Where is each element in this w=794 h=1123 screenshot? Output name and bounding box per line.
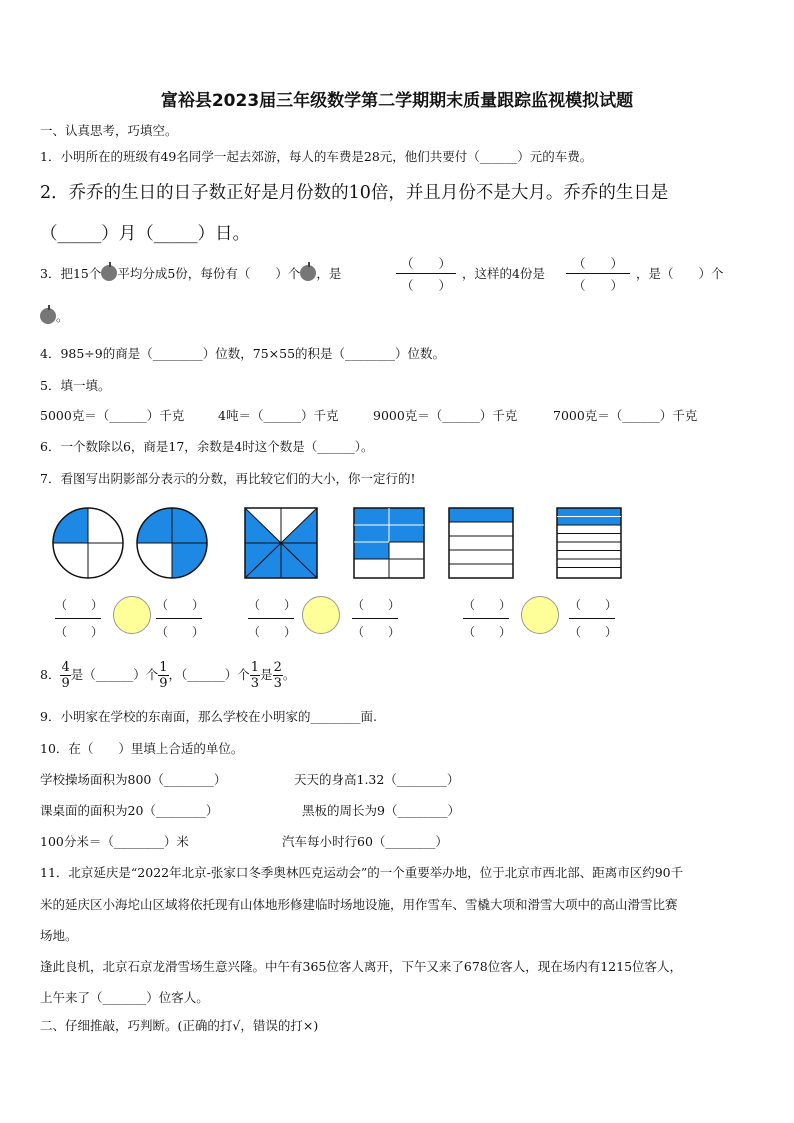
q8-text-4: 。 <box>282 667 296 682</box>
question-6: 6．一个数除以6，商是17，余数是4时这个数是（______）。 <box>40 439 374 454</box>
fraction-4-9: $\frac{4}{9}$ <box>61 660 70 691</box>
q5-item-1: 5000克＝（______）千克 <box>40 408 185 423</box>
fraction-1-3: $\frac{1}{3}$ <box>250 660 260 691</box>
stripe-figure-2 <box>557 508 621 578</box>
compare-circle-3[interactable] <box>521 596 559 634</box>
q8-text-3: 是 <box>260 667 273 682</box>
question-11-line-4: 逢此良机，北京石京龙滑雪场生意兴隆。中午有365位客人离开，下午又来了678位客人，现在场内有1215位客人， <box>40 959 683 974</box>
q10-item-3: 课桌面的面积为20（________） <box>40 803 219 818</box>
question-11-line-2: 米的延庆区小海坨山区域将依托现有山体地形修建临时场地设施，用作雪车、雪橇大项和滑雪大项中的高山滑雪比赛 <box>40 897 678 912</box>
q3-fraction-2 <box>564 254 632 294</box>
q3-fraction-1-den: （ ） <box>400 278 451 293</box>
q10-item-2: 天天的身高1.32（________） <box>294 772 460 787</box>
q10-item-6: 汽车每小时行60（________） <box>282 834 448 849</box>
page-title: 富裕县2023届三年级数学第二学期期末质量跟踪监视模拟试题 <box>160 91 634 111</box>
compare-circle-1[interactable] <box>113 596 151 634</box>
stripe-figure-1 <box>449 508 513 578</box>
q3-part-5: ，是（ ）个 <box>636 266 724 281</box>
question-2-line-2: （_____）月（_____）日。 <box>40 224 250 244</box>
apple-icon <box>101 265 117 281</box>
question-2-line-1: 2．乔乔的生日的日子数正好是月份数的10倍，并且月份不是大月。乔乔的生日是 <box>40 183 669 203</box>
question-1: 1．小明所在的班级有49名同学一起去郊游，每人的车费是28元，他们共要付（______）元的车费。 <box>40 149 593 164</box>
q5-item-4: 7000克＝（______）千克 <box>553 408 698 423</box>
question-5-title: 5．填一填。 <box>40 378 111 393</box>
section-2-heading: 二、仔细推敲，巧判断。(正确的打√，错误的打×) <box>40 1018 319 1033</box>
q7-figures <box>0 500 794 585</box>
q3-fraction-1 <box>394 254 458 294</box>
circle-figure-1 <box>53 508 123 578</box>
q10-item-1: 学校操场面积为800（________） <box>40 772 227 787</box>
apple-icon <box>300 265 316 281</box>
q3-part-2: 平均分成5份，每份有（ ）个 <box>117 266 301 281</box>
q8-text-2: ，（______）个 <box>168 667 250 682</box>
q3-fraction-1-num: （ ） <box>400 256 451 271</box>
q3-part-6: 。 <box>56 309 69 324</box>
circle-figure-2 <box>137 508 207 578</box>
q10-item-5: 100分米＝（________）米 <box>40 834 189 849</box>
question-11-line-3: 场地。 <box>40 928 78 943</box>
q8-prefix: 8． <box>40 667 61 682</box>
q3-part-1: 3．把15个 <box>40 266 102 281</box>
question-9: 9．小明家在学校的东南面，那么学校在小明家的________面. <box>40 709 377 724</box>
question-3 <box>40 264 341 282</box>
fraction-2-3: $\frac{2}{3}$ <box>273 660 282 691</box>
question-7-title: 7．看图写出阴影部分表示的分数，再比较它们的大小，你一定行的! <box>40 471 416 486</box>
q10-item-4: 黑板的周长为9（________） <box>302 803 460 818</box>
question-11-line-5: 上午来了（_______）位客人。 <box>40 990 209 1005</box>
q5-item-2: 4吨＝（______）千克 <box>218 408 339 423</box>
fraction-bar <box>396 273 456 274</box>
q8-text-1: 是（______）个 <box>70 667 159 682</box>
question-11-line-1: 11．北京延庆是“2022年北京-张家口冬季奥林匹克运动会”的一个重要举办地，位于北京市西北部、距离市区约90千 <box>40 865 684 880</box>
compare-circle-2[interactable] <box>302 596 340 634</box>
q3-part-4: ，这样的4份是 <box>462 266 545 281</box>
grid-figure <box>354 508 424 578</box>
q5-item-3: 9000克＝（______）千克 <box>373 408 518 423</box>
square-figure-triangles <box>245 508 317 578</box>
fraction-bar <box>566 273 630 274</box>
question-8 <box>40 660 295 691</box>
apple-icon <box>40 308 56 324</box>
q3-end <box>40 307 69 325</box>
question-10-title: 10．在（ ）里填上合适的单位。 <box>40 741 244 756</box>
fraction-1-9: $\frac{1}{9}$ <box>159 660 168 691</box>
section-1-heading: 一、认真思考，巧填空。 <box>40 123 178 138</box>
q3-part-3: ，是 <box>316 266 342 281</box>
q3-fraction-2-num: （ ） <box>572 256 623 271</box>
question-4: 4．985÷9的商是（________）位数，75×55的积是（________）位数。 <box>40 346 446 361</box>
q3-fraction-2-den: （ ） <box>572 278 623 293</box>
